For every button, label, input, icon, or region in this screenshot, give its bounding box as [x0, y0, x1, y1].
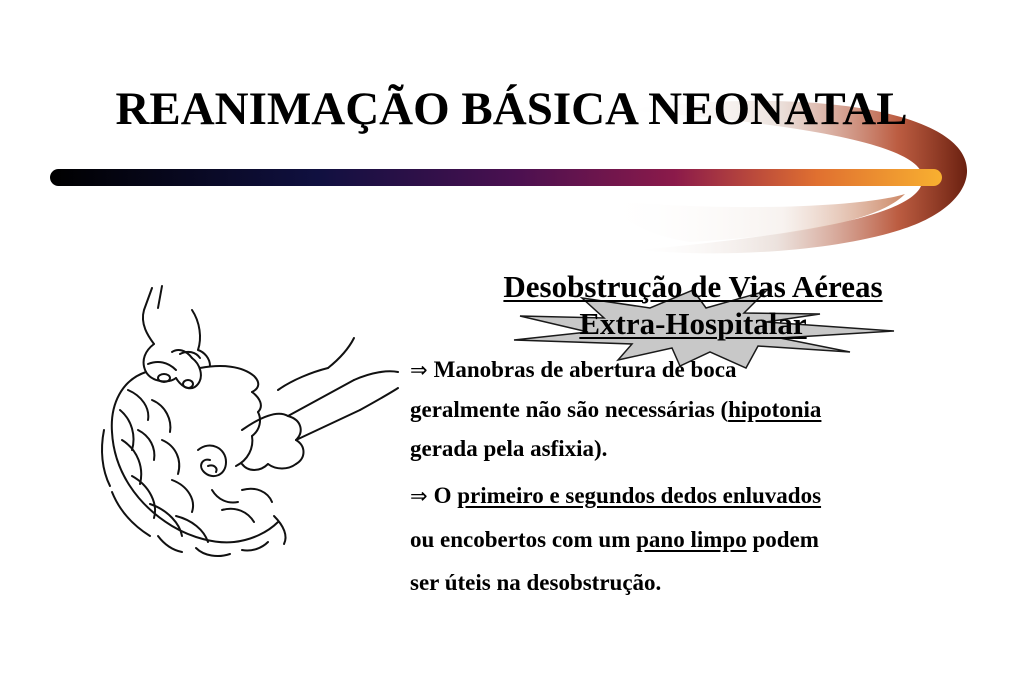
- gloved-fingers-term: primeiro e segundos dedos enluvados: [457, 483, 822, 508]
- section-subtitle: [470, 268, 916, 342]
- paragraph-2-line-3: ser úteis na desobstrução.: [410, 570, 662, 595]
- subtitle-line-1: Desobstrução de Vias Aéreas: [503, 269, 883, 304]
- paragraph-2-line-2-pre: ou encobertos com um: [410, 527, 637, 552]
- paragraph-1-rest: anobras de abertura de boca: [455, 357, 737, 382]
- double-arrow-right-icon: ⇒: [410, 484, 428, 508]
- subtitle-line-2: Extra-Hospitalar: [579, 306, 807, 341]
- paragraph-1-line-2: geralmente não são necessárias (: [410, 397, 729, 422]
- double-arrow-right-icon: ⇒: [410, 358, 428, 382]
- paragraph-gloved-fingers: [410, 474, 970, 604]
- clean-cloth-term: pano limpo: [636, 527, 747, 552]
- paragraph-1-line-3: gerada pela asfixia).: [410, 436, 608, 461]
- slide-title: REANIMAÇÃO BÁSICA NEONATAL: [115, 83, 908, 135]
- paragraph-mouth-opening: [410, 350, 970, 468]
- body-text: [410, 350, 970, 604]
- paragraph-1-first-letter: M: [433, 357, 456, 382]
- paragraph-2-lead: O: [433, 483, 458, 508]
- paragraph-2-line-2-post: podem: [746, 527, 819, 552]
- hipotonia-term: hipotonia: [728, 397, 822, 422]
